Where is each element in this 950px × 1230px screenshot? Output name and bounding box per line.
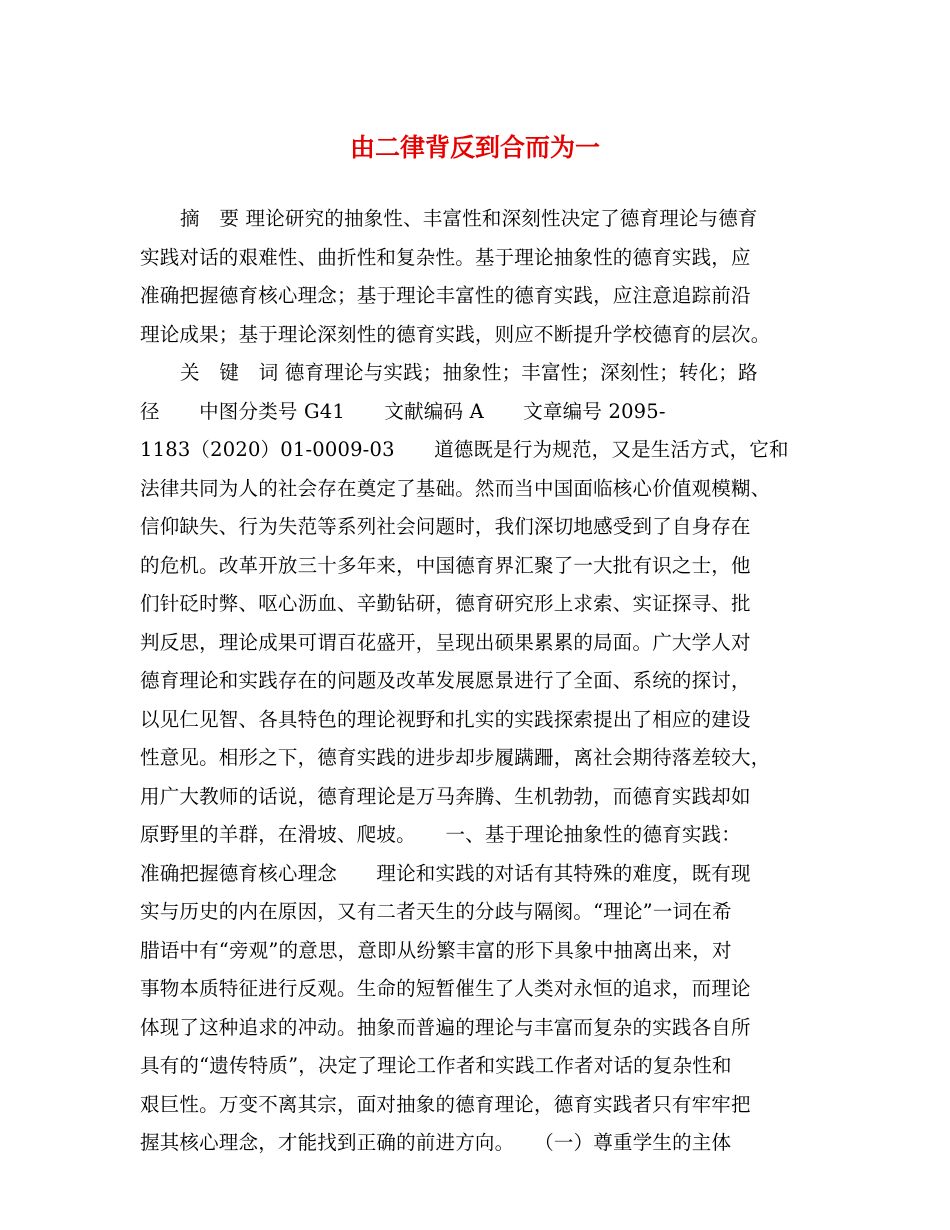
text-line: 法律共同为人的社会存在奠定了基础。然而当中国面临核心价值观模糊、 xyxy=(140,476,771,500)
text-line: 信仰缺失、行为失范等系列社会问题时，我们深切地感受到了自身存在 xyxy=(140,515,751,538)
text-line: 具有的“遗传特质”，决定了理论工作者和实践工作者对话的复杂性和 xyxy=(140,1054,732,1077)
text-line: 们针砭时弊、呕心沥血、辛勤钻研，德育研究形上求索、实证探寻、批 xyxy=(140,592,751,615)
text-line: 关 键 词 德育理论与实践；抽象性；丰富性；深刻性；转化；路 xyxy=(180,361,758,384)
text-line: 实与历史的内在原因，又有二者天生的分歧与隔阂。“理论”一词在希 xyxy=(140,900,732,923)
text-line: 摘 要 理论研究的抽象性、丰富性和深刻性决定了德育理论与德育 xyxy=(180,207,758,230)
text-line: 1183（2020）01-0009-03 道德既是行为规范，又是生活方式，它和 xyxy=(140,438,789,461)
text-line: 实践对话的艰难性、曲折性和复杂性。基于理论抽象性的德育实践，应 xyxy=(140,245,751,269)
text-line: 艰巨性。万变不离其宗，面对抽象的德育理论，德育实践者只有牢牢把 xyxy=(140,1092,751,1116)
document-title: 由二律背反到合而为一 xyxy=(349,133,600,162)
text-line: 体现了这种追求的冲动。抽象而普遍的理论与丰富而复杂的实践各自所 xyxy=(140,1015,751,1039)
text-line: 腊语中有“旁观”的意思，意即从纷繁丰富的形下具象中抽离出来，对 xyxy=(140,938,732,962)
text-line: 握其核心理念，才能找到正确的前进方向。 （一）尊重学生的主体 xyxy=(140,1131,732,1154)
text-line: 的危机。改革开放三十多年来，中国德育界汇聚了一大批有识之士，他 xyxy=(140,553,751,577)
document-body xyxy=(140,200,820,1163)
text-line: 用广大教师的话说，德育理论是万马奔腾、生机勃勃，而德育实践却如 xyxy=(140,784,751,808)
text-line: 理论成果；基于理论深刻性的德育实践，则应不断提升学校德育的层次。 xyxy=(140,322,771,346)
text-line: 性意见。相形之下，德育实践的进步却步履蹒跚，离社会期待落差较大， xyxy=(140,746,771,769)
text-line: 事物本质特征进行反观。生命的短暂催生了人类对永恒的追求，而理论 xyxy=(140,977,751,1000)
text-line: 准确把握德育核心理念 理论和实践的对话有其特殊的难度，既有现 xyxy=(140,861,751,885)
text-line: 以见仁见智、各具特色的理论视野和扎实的实践探索提出了相应的建设 xyxy=(140,707,751,731)
text-line: 判反思，理论成果可谓百花盛开，呈现出硕果累累的局面。广大学人对 xyxy=(140,630,751,654)
text-line: 原野里的羊群，在滑坡、爬坡。 一、基于理论抽象性的德育实践： xyxy=(140,823,741,846)
text-line: 准确把握德育核心理念；基于理论丰富性的德育实践，应注意追踪前沿 xyxy=(140,284,751,307)
text-line: 德育理论和实践存在的问题及改革发展愿景进行了全面、系统的探讨， xyxy=(140,669,751,692)
text-line: 径 中图分类号 G41 文献编码 A 文章编号 2095- xyxy=(140,399,666,423)
